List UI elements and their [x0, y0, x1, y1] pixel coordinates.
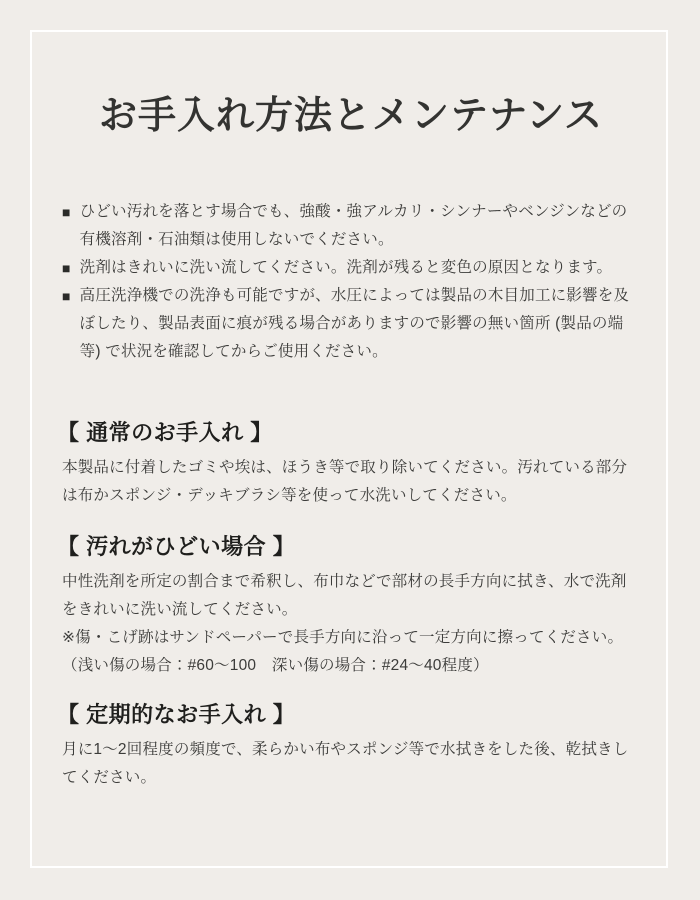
page-title: お手入れ方法とメンテナンス — [99, 95, 603, 137]
section-paragraph: 月に1～2回程度の頻度で、柔らかい布やスポンジ等で水拭きをした後、乾拭きしてください。 — [62, 740, 629, 786]
note-text: 洗剤はきれいに洗い流してください。洗剤が残ると変色の原因となります。 — [79, 258, 613, 276]
list-item — [62, 198, 640, 254]
section-paragraph: ※傷・こげ跡はサンドペーパーで長手方向に沿って一定方向に擦ってください。 — [62, 628, 624, 646]
section-paragraph: 中性洗剤を所定の割合まで希釈し、布巾などで部材の長手方向に拭き、水で洗剤をきれいに洗い流してください。 — [62, 572, 627, 618]
section-heavy-dirt — [57, 532, 640, 680]
note-text: ひどい汚れを落とす場合でも、強酸・強アルカリ・シンナーやベンジンなどの有機溶剤・石油類は使用しないでください。 — [79, 202, 628, 248]
list-item — [62, 254, 640, 282]
square-bullet-icon: ■ — [62, 203, 71, 220]
page-content — [57, 30, 640, 792]
section-paragraph: （浅い傷の場合：#60～100 深い傷の場合：#24～40程度） — [62, 656, 489, 674]
square-bullet-icon: ■ — [62, 287, 71, 304]
caution-notes-list — [62, 198, 640, 366]
section-heading: 【 汚れがひどい場合 】 — [57, 533, 296, 559]
square-bullet-icon: ■ — [62, 259, 71, 276]
section-heading: 【 定期的なお手入れ 】 — [57, 701, 296, 727]
note-text: 高圧洗浄機での洗浄も可能ですが、水圧によっては製品の木目加工に影響を及ぼしたり、製品表面に痕が残る場合がありますので影響の無い箇所 (製品の端等) で状況を確認してからご使用ください。 — [79, 286, 630, 360]
list-item — [62, 282, 640, 366]
section-paragraph: 本製品に付着したゴミや埃は、ほうき等で取り除いてください。汚れている部分は布かスポンジ・デッキブラシ等を使って水洗いしてください。 — [62, 458, 628, 504]
section-normal-care — [57, 418, 640, 510]
section-periodic-care — [57, 700, 640, 792]
section-heading: 【 通常のお手入れ 】 — [57, 419, 273, 445]
